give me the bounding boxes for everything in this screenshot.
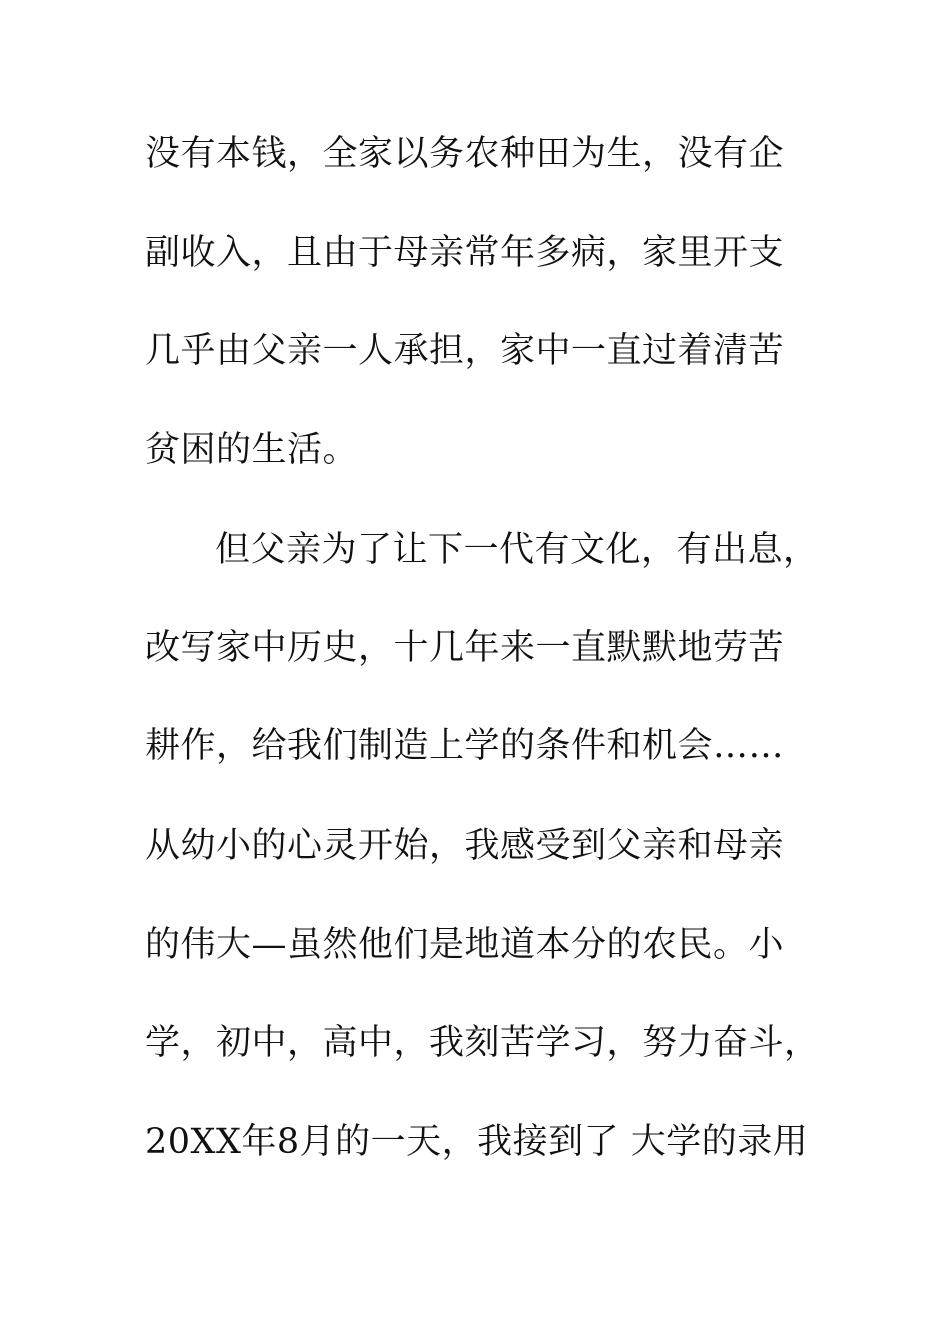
text-line: 副收入，且由于母亲常年多病，家里开支 [145, 233, 785, 273]
text-line: 贫困的生活。 [145, 430, 359, 470]
text-line: 没有本钱，全家以务农种田为生，没有企 [145, 134, 785, 174]
text-line: 耕作，给我们制造上学的条件和机会…… [145, 726, 785, 766]
text-line: 从幼小的心灵开始，我感受到父亲和母亲 [145, 826, 785, 866]
text-line: 几乎由父亲一人承担，家中一直过着清苦 [145, 331, 785, 371]
text-line: 学，初中，高中，我刻苦学习，努力奋斗， [145, 1023, 820, 1063]
paragraph-first-line: 但父亲为了让下一代有文化，有出息， [215, 530, 819, 570]
text-line: 的伟大—虽然他们是地道本分的农民。小 [145, 925, 785, 965]
text-line: 改写家中历史，十几年来一直默默地劳苦 [145, 628, 785, 668]
text-line: 20XX年8月的一天，我接到了 大学的录用 [145, 1122, 809, 1162]
